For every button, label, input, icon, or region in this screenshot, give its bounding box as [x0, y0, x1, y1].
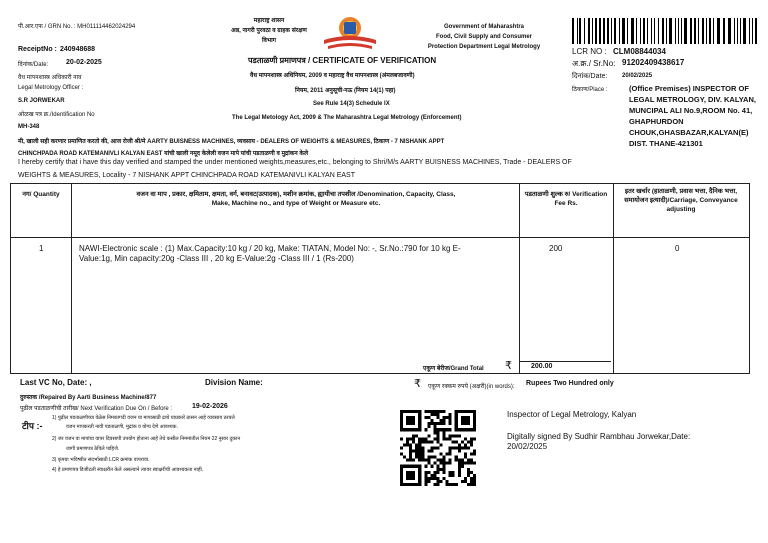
col-quantity-header: नग/ Quantity: [22, 191, 60, 198]
place-value: (Office Premises) INSPECTOR OF LEGAL METROLOGY, DIV. KALYAN, MUNCIPAL ALI No.9,ROOM No. 41, GHAPHURDON CHOUK,GHASBAZAR,KALYAN(E) DIST. THANE-421301: [629, 84, 756, 148]
next-due-date: 19-02-2026: [192, 403, 228, 410]
lcr-label: LCR NO :: [572, 47, 607, 56]
col-fee-header: पडताळणी शुल्क रु/ Verification Fee Rs.: [524, 191, 608, 207]
act-en: The Legal Metology Act, 2009 & The Maharashtra Legal Metrology (Enforcement): [232, 115, 462, 121]
right-date-value: 20/02/2025: [622, 73, 653, 79]
receipt-number: 240948688: [60, 46, 96, 53]
digital-signature-line2: 20/02/2025: [507, 442, 548, 451]
officer-mr: वैध मापनशास्त्र अधिकारी नाव: [18, 75, 82, 81]
rule-mr: नियम, 2011 अनुसूची-नऊ (नियम 14(1) पहा): [295, 88, 396, 94]
gov-mr-line3: विभाग: [261, 38, 277, 44]
id-label: ओळख पत्र क्र./Identification No: [18, 112, 95, 118]
certify-en-line2: WEIGHTS & MEASURES, Locality - 7 NISHANK APPT CHINCHPADA ROAD KATEMANIVLI KALYAN EAST: [18, 172, 355, 179]
qr-code: [400, 410, 476, 486]
barcode: [572, 18, 758, 44]
lcr-number: CLM08844034: [613, 47, 666, 56]
repaired-by: दुरुस्तक /Repaired By Aarti Business Machine/877: [20, 395, 157, 401]
date-value: 20-02-2025: [66, 59, 102, 66]
words-rupee-icon: ₹: [414, 378, 421, 390]
grand-total-label: एकूण बेरीज/Grand Total: [423, 366, 484, 372]
inspector-title: Inspector of Legal Metrology, Kalyan: [507, 410, 637, 419]
gov-en-line2: Food, Civil Supply and Consumer: [435, 34, 532, 40]
amount-in-words: Rupees Two Hundred only: [526, 380, 614, 387]
note-2: 2) जर वजन वा मापांचा वापर दिवसापी उपयोग होताना आहे तेथे कसील निममांतील नियम 22 नुसार दुकान: [52, 436, 241, 442]
rupee-icon: ₹: [505, 360, 512, 372]
verification-table: [10, 183, 750, 374]
col-description-header: वजन वा माप , प्रकार, क्षमिताम, क्षमता, वर्ग, बनावट(उत्पादक), मशीन क्रमांक, ह्यायीचा तपशील /Denomination, Capacity, Class, Make, Machine no., and type of Weight or Measure etc.: [136, 191, 456, 207]
digital-signature-line1: Digitally signed By Sudhir Rambhau Jorwekar,Date:: [507, 432, 691, 441]
act-mr: वैध मापनशास्त्र अधिनियम, 2009 व महाराष्ट्र वैध मापनशास्त्र (अंमलबजावणी): [250, 73, 415, 79]
sr-label: अ.क्र./ Sr.No:: [572, 59, 616, 68]
officer-name: S.R JORWEKAR: [18, 98, 65, 104]
note-label: टीप :-: [22, 421, 43, 431]
gov-mr-line1: महाराष्ट्र शासन: [253, 18, 285, 24]
row-description: NAWI-Electronic scale : (1) Max.Capacity:10 kg / 20 kg, Make: TIATAN, Model No: -, Sr.No.:790 for 10 kg E-Value:1g, Min capacity:20g -Class III , 20 kg E-Value:2g -Class III / 1 (Rs-200): [79, 244, 461, 263]
state-emblem-icon: [320, 14, 380, 52]
division-name: Division Name:: [205, 378, 263, 387]
id-number: MH-348: [18, 124, 40, 130]
rule-en: See Rule 14(3) Schedule IX: [313, 101, 390, 107]
gov-en-line3: Protection Department Legal Metrology: [427, 44, 541, 50]
gov-mr-line2: अन्न, नागरी पुरवठा व ग्राहक संरक्षण: [231, 28, 307, 34]
right-date-label: दिनांक/Date:: [572, 73, 608, 80]
officer-label: Legal Metrology Officer :: [18, 85, 84, 91]
place-label: ठिकाण/Place :: [572, 87, 608, 93]
next-due-label: पुढील पडताळणीची तारीख/ Next Verification Due On / Before :: [20, 406, 173, 412]
row-carriage: 0: [675, 244, 680, 253]
words-label: एकूण रक्कम रुपये (अक्षरी)(in words):: [428, 384, 515, 390]
note-2b: जागी प्रमाणपत्र ठेविले पाहिजे.: [66, 446, 120, 452]
note-1: 1) पुढील पडताळणीच्या वेळेस निमकागदी वजन या मापासाठी द्रव्ये याप्रकारे ठासन आहे व्यवसाय ठरवले: [52, 415, 235, 421]
date-label: दिनांक/Date:: [18, 62, 49, 68]
certify-mr-line1: मी, खाली सही करणार प्रमाणित करतो की, आज रोजी श्री/मे AARTY BUISNESS MACHINES, व्यवसाय - DEALERS OF WEIGHTS & MEASURES, ठिकाण - 7 NISHANK APPT: [18, 139, 445, 145]
gov-en-line1: Government of Maharashtra: [443, 24, 525, 30]
grn-number: पी.आर.एफ / GRN No. : MH011114462024294: [18, 24, 136, 30]
row-fee: 200: [549, 244, 563, 253]
certify-en-line1: I hereby certify that i have this day verified and stamped the under mentioned weights,measures,etc., belonging to Shri/M/s AARTY BUISNESS MACHINES, Trade - DEALERS OF: [18, 159, 572, 166]
note-1b: वजन मापकरती नावी पडताळणी, मुद्रांक व योग्य देणे आवश्यक.: [66, 424, 178, 430]
col-carriage-header: इतर खर्चार (हाताळणी, प्रवास भत्ता, दैनिक भत्ता, समायोजन इत्यादी)/Carriage, Conveyance adjusting: [624, 188, 738, 213]
row-quantity: 1: [39, 244, 44, 253]
note-3: 3) कृपया भविष्यीत संदर्भासाठी LCR क्रमांक वापरावा.: [52, 457, 150, 463]
certificate-title: पडताळणी प्रमाणपत्र / CERTIFICATE OF VERIFICATION: [248, 56, 437, 65]
last-vc: Last VC No, Date: ,: [20, 378, 92, 387]
certify-mr-line2: CHINCHPADA ROAD KATEMANIVLI KALYAN EAST यांची खाली नमूद केलेली वजन मापे यांची पडताळणी व मुद्रांकन केले: [18, 151, 309, 157]
sr-number: 91202409438617: [622, 58, 685, 67]
grand-total-value: 200.00: [531, 363, 553, 370]
receipt-label: ReceiptNo :: [18, 46, 57, 53]
note-4: 4) हे प्रमाणपत्र डिजीटली स्वाक्षरीत केले असल्याने त्यावर स्वाक्षरीची आवश्यकता नाही.: [52, 467, 204, 473]
